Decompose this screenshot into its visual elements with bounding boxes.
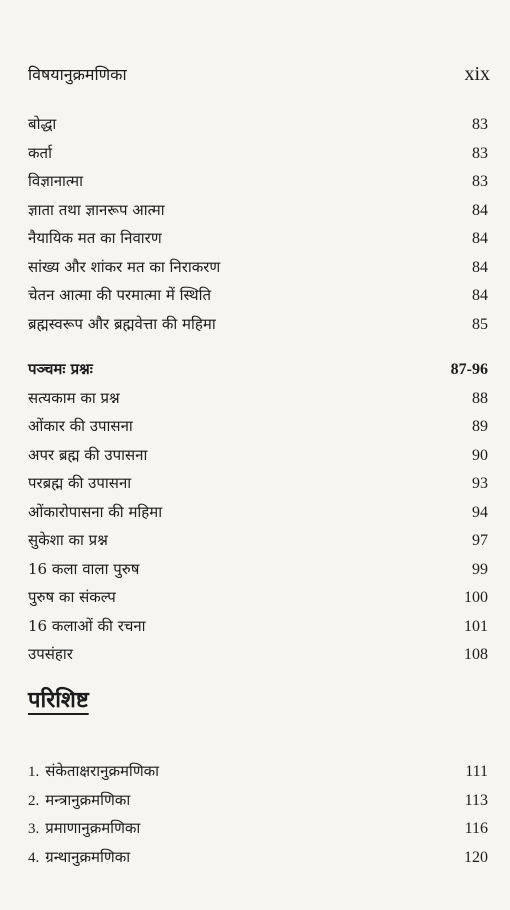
toc-entry-label: ओंकारोपासना की महिमा bbox=[28, 502, 163, 521]
toc-entry bbox=[28, 583, 488, 612]
toc-entry-index: 4. bbox=[28, 849, 40, 866]
appendix-list bbox=[28, 757, 488, 871]
appendix-title: परिशिष्ट bbox=[28, 687, 89, 713]
toc-entry-title bbox=[28, 310, 216, 339]
toc-entry-label: सांख्य और शांकर मत का निराकरण bbox=[28, 257, 221, 276]
toc-entry bbox=[28, 814, 488, 843]
toc-entry-title bbox=[28, 281, 211, 310]
toc-entry-label: पुरुष का संकल्प bbox=[28, 588, 116, 606]
toc-entry-label: 16 कला वाला पुरुष bbox=[28, 559, 140, 578]
toc-entry bbox=[28, 612, 488, 641]
toc-entry-label: नैयायिक मत का निवारण bbox=[28, 229, 162, 247]
toc-entry-page: 97 bbox=[472, 532, 488, 549]
toc-entry bbox=[28, 139, 488, 168]
toc-section-1 bbox=[28, 110, 488, 338]
toc-entry-title bbox=[28, 253, 220, 282]
toc-entry-index: 1. bbox=[28, 764, 40, 780]
toc-entry-title bbox=[28, 814, 140, 844]
toc-entry-label: प्रमाणानुक्रमणिका bbox=[45, 819, 141, 837]
toc-entry-label: विज्ञानात्मा bbox=[28, 172, 84, 190]
chapter-heading-pages: 87-96 bbox=[450, 361, 488, 378]
toc-entry-index: 3. bbox=[28, 821, 40, 837]
toc-entry-page: 83 bbox=[472, 144, 488, 162]
toc-entry-page: 84 bbox=[472, 201, 488, 219]
toc-entry-page: 88 bbox=[472, 389, 488, 407]
toc-entry-title bbox=[28, 640, 73, 669]
running-title: विषयानुक्रमणिका bbox=[28, 65, 127, 84]
toc-entry bbox=[28, 555, 488, 584]
toc-entry-page: 84 bbox=[472, 258, 488, 276]
toc-entry-page: 99 bbox=[472, 560, 488, 578]
toc-entry bbox=[28, 224, 488, 253]
toc-entry bbox=[28, 526, 488, 555]
toc-entry bbox=[28, 110, 488, 139]
toc-entry bbox=[28, 384, 488, 413]
toc-entry-label: उपसंहार bbox=[28, 645, 73, 663]
toc-entry-page: 83 bbox=[472, 173, 488, 190]
toc-entry bbox=[28, 196, 488, 225]
toc-entry bbox=[28, 310, 488, 339]
toc-entry bbox=[28, 281, 488, 310]
toc-entry-label: ब्रह्मस्वरूप और ब्रह्मवेत्ता की महिमा bbox=[28, 314, 216, 333]
toc-entry-page: 84 bbox=[472, 287, 488, 304]
toc-entry-title bbox=[28, 469, 131, 498]
toc-entry-page: 93 bbox=[472, 475, 488, 492]
toc-entry bbox=[28, 253, 488, 282]
toc-entry-label: सुकेशा का प्रश्न bbox=[28, 531, 108, 549]
toc-entry bbox=[28, 412, 488, 441]
toc-entry-label: 16 कलाओं की रचना bbox=[28, 616, 146, 635]
toc-entry-title bbox=[28, 786, 130, 816]
toc-entry-page: 83 bbox=[472, 116, 488, 133]
toc-entry-title bbox=[28, 526, 108, 555]
toc-entry-page: 89 bbox=[472, 418, 488, 435]
toc-entry-title bbox=[28, 139, 52, 168]
toc-entry-label: सत्यकाम का प्रश्न bbox=[28, 388, 120, 407]
toc-entry-page: 120 bbox=[464, 848, 488, 866]
toc-entry bbox=[28, 469, 488, 498]
toc-entry bbox=[28, 498, 488, 527]
toc-entry-page: 90 bbox=[472, 446, 488, 464]
toc-entry-label: बोद्धा bbox=[28, 115, 57, 133]
toc-entry-page: 85 bbox=[472, 315, 488, 333]
toc-entry bbox=[28, 640, 488, 669]
toc-entry-title bbox=[28, 224, 162, 253]
page-number: xix bbox=[464, 63, 490, 85]
toc-entry bbox=[28, 167, 488, 196]
toc-section-2-items bbox=[28, 384, 488, 669]
toc-entry-title bbox=[28, 583, 116, 612]
toc-entry-title bbox=[28, 612, 146, 641]
toc-entry-label: कर्ता bbox=[28, 143, 52, 162]
toc-entry-title bbox=[28, 843, 130, 873]
toc-entry-page: 101 bbox=[464, 617, 488, 635]
toc-entry-label: अपर ब्रह्म की उपासना bbox=[28, 445, 148, 464]
toc-entry-title bbox=[28, 441, 147, 470]
toc-entry-title bbox=[28, 196, 165, 225]
toc-entry-label: ज्ञाता तथा ज्ञानरूप आत्मा bbox=[28, 200, 165, 219]
toc-entry-title bbox=[28, 498, 162, 527]
toc-chapter-heading bbox=[28, 355, 488, 384]
running-header bbox=[28, 63, 490, 86]
toc-entry-page: 94 bbox=[472, 503, 488, 521]
toc-entry-title bbox=[28, 412, 133, 441]
toc-entry bbox=[28, 843, 488, 872]
toc-entry-title bbox=[28, 384, 120, 413]
toc-entry-title bbox=[28, 555, 139, 584]
chapter-heading-label: पञ्चमः प्रश्नः bbox=[28, 360, 93, 378]
toc-entry-page: 116 bbox=[464, 820, 488, 837]
toc-entry-label: चेतन आत्मा की परमात्मा में स्थिति bbox=[28, 286, 212, 304]
toc-entry-label: संकेताक्षरानुक्रमणिका bbox=[45, 762, 160, 780]
toc-entry-label: ओंकार की उपासना bbox=[28, 417, 133, 435]
toc-entry-title bbox=[28, 757, 159, 787]
toc-entry-page: 113 bbox=[464, 791, 488, 809]
toc-section-2 bbox=[28, 355, 488, 669]
toc-entry bbox=[28, 757, 488, 786]
toc-entry-index: 2. bbox=[28, 792, 40, 809]
toc-entry-label: मन्त्रानुक्रमणिका bbox=[45, 790, 131, 809]
toc-entry bbox=[28, 441, 488, 470]
toc-entry-page: 100 bbox=[464, 589, 488, 606]
toc-entry-title bbox=[28, 167, 83, 196]
toc-entry-label: परब्रह्म की उपासना bbox=[28, 474, 132, 492]
toc-entry-page: 111 bbox=[465, 763, 488, 780]
toc-entry bbox=[28, 786, 488, 815]
toc-entry-title bbox=[28, 110, 56, 139]
toc-entry-label: ग्रन्थानुक्रमणिका bbox=[45, 847, 131, 866]
toc-entry-page: 108 bbox=[464, 646, 488, 663]
toc-entry-page: 84 bbox=[472, 230, 488, 247]
